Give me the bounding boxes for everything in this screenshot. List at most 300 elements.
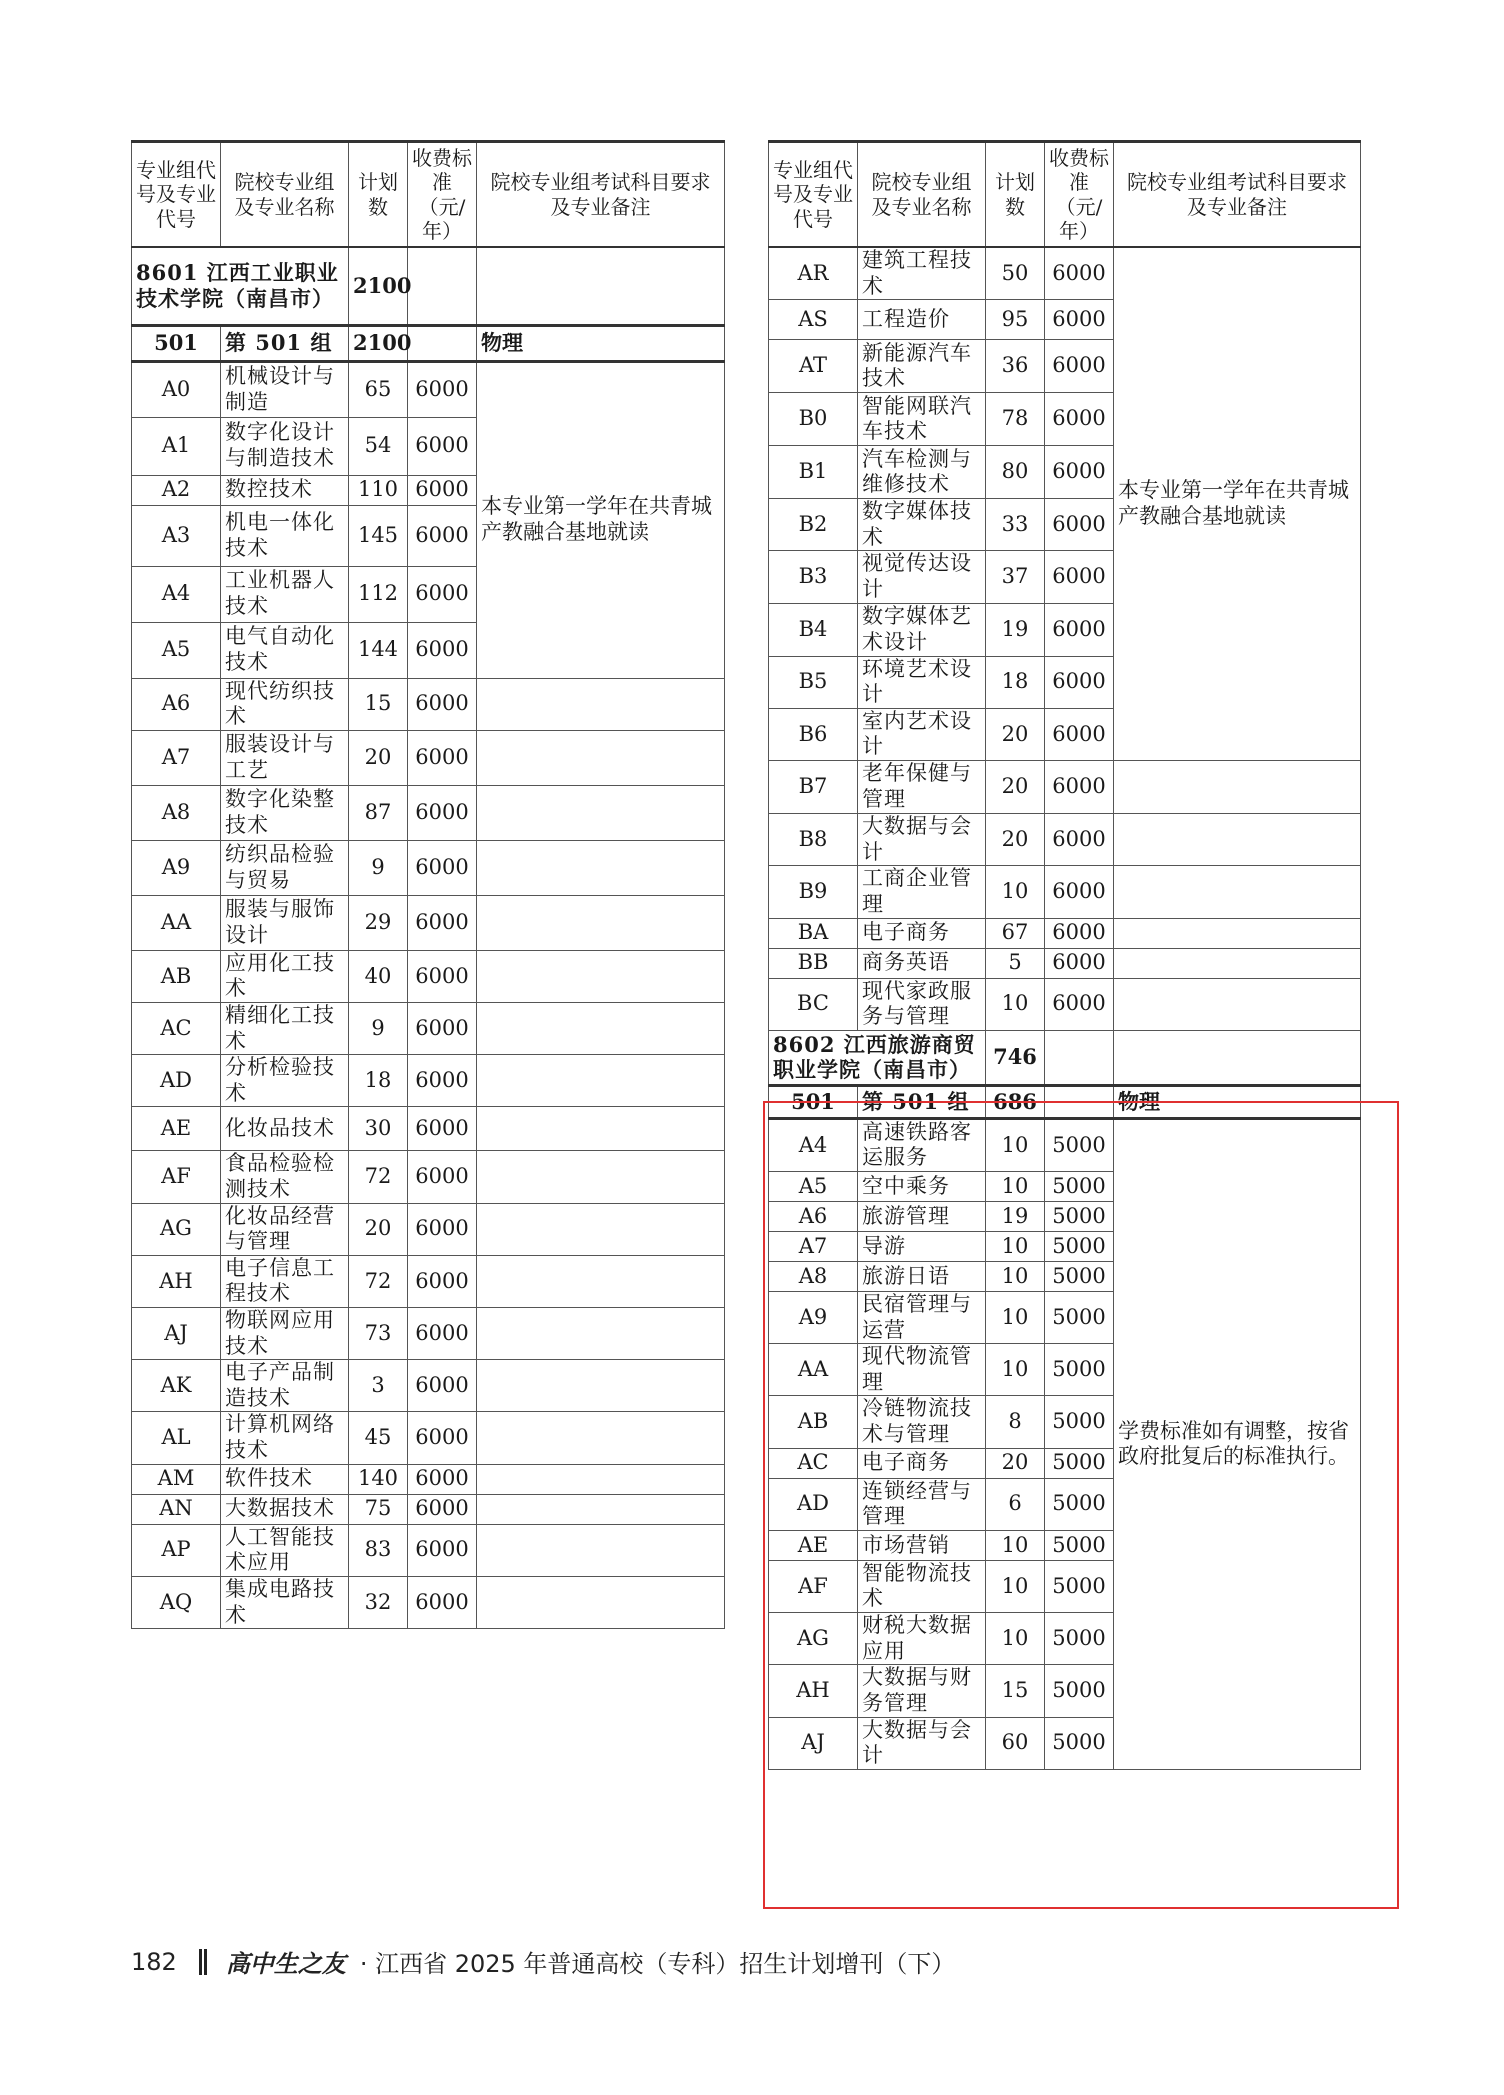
- major-name: 机械设计与制造: [221, 361, 349, 417]
- major-code: A9: [769, 1291, 858, 1343]
- major-fee: 6000: [408, 1107, 477, 1151]
- major-plan: 67: [986, 918, 1045, 948]
- major-name: 电子信息工程技术: [221, 1255, 349, 1307]
- major-plan: 54: [349, 417, 408, 475]
- major-plan: 3: [349, 1360, 408, 1412]
- major-plan: 30: [349, 1107, 408, 1151]
- header-remark: 院校专业组考试科目要求及专业备注: [477, 142, 725, 248]
- major-plan: 15: [349, 678, 408, 730]
- major-fee: 5000: [1045, 1118, 1114, 1171]
- major-name: 电子产品制造技术: [221, 1360, 349, 1412]
- major-name: 电气自动化技术: [221, 622, 349, 678]
- remark-cell: [477, 678, 725, 730]
- remark-cell: [477, 1524, 725, 1576]
- major-fee: 5000: [1045, 1613, 1114, 1665]
- major-plan: 19: [986, 603, 1045, 656]
- major-code: A7: [132, 730, 221, 785]
- major-fee: 6000: [1045, 656, 1114, 708]
- major-code: AA: [132, 895, 221, 950]
- remark-cell: [477, 1002, 725, 1054]
- major-plan: 10: [986, 1560, 1045, 1612]
- major-name: 连锁经营与管理: [858, 1478, 986, 1530]
- major-code: AD: [132, 1055, 221, 1107]
- major-plan: 72: [349, 1255, 408, 1307]
- major-name: 汽车检测与维修技术: [858, 446, 986, 499]
- major-fee: 6000: [408, 1151, 477, 1203]
- major-code: AP: [132, 1524, 221, 1576]
- major-code: A8: [132, 785, 221, 840]
- major-fee: 6000: [1045, 603, 1114, 656]
- institution-fee: [408, 247, 477, 325]
- major-name: 服装设计与工艺: [221, 730, 349, 785]
- campus-note: 本专业第一学年在共青城产教融合基地就读: [477, 361, 725, 678]
- major-fee: 6000: [408, 1464, 477, 1494]
- major-name: 工业机器人技术: [221, 566, 349, 622]
- major-fee: 6000: [408, 1203, 477, 1255]
- major-code: A5: [132, 622, 221, 678]
- table-row: [769, 948, 1361, 978]
- table-row: [132, 1464, 725, 1494]
- table-row: [769, 247, 1361, 300]
- major-name: 建筑工程技术: [858, 247, 986, 300]
- remark-cell: [1114, 814, 1361, 866]
- divider-bar-icon: [199, 1949, 202, 1975]
- major-fee: 6000: [408, 1002, 477, 1054]
- table-row: [132, 1494, 725, 1524]
- major-code: AE: [769, 1530, 858, 1560]
- major-plan: 145: [349, 505, 408, 566]
- major-name: 数控技术: [221, 475, 349, 505]
- major-fee: 5000: [1045, 1261, 1114, 1291]
- major-name: 集成电路技术: [221, 1576, 349, 1628]
- major-fee: 6000: [1045, 814, 1114, 866]
- major-fee: 6000: [408, 840, 477, 895]
- major-name: 大数据技术: [221, 1494, 349, 1524]
- table-row: [132, 1360, 725, 1412]
- major-fee: 6000: [408, 895, 477, 950]
- remark-cell: [477, 840, 725, 895]
- major-plan: 60: [986, 1717, 1045, 1769]
- major-name: 大数据与财务管理: [858, 1665, 986, 1717]
- major-code: B0: [769, 393, 858, 446]
- group-fee: [408, 325, 477, 361]
- major-name: 老年保健与管理: [858, 761, 986, 814]
- major-fee: 6000: [408, 678, 477, 730]
- major-code: BC: [769, 978, 858, 1030]
- major-plan: 140: [349, 1464, 408, 1494]
- group-code: 501: [769, 1085, 858, 1118]
- major-name: 化妆品经营与管理: [221, 1203, 349, 1255]
- major-code: AQ: [132, 1576, 221, 1628]
- major-code: AH: [132, 1255, 221, 1307]
- institution-plan: 2100: [349, 247, 408, 325]
- remark-cell: [477, 730, 725, 785]
- table-row: [769, 814, 1361, 866]
- major-name: 商务英语: [858, 948, 986, 978]
- remark-cell: [1114, 761, 1361, 814]
- table-row: [132, 1055, 725, 1107]
- major-plan: 10: [986, 1118, 1045, 1171]
- page-number: 182: [131, 1947, 177, 1976]
- major-code: AG: [132, 1203, 221, 1255]
- major-fee: 6000: [408, 785, 477, 840]
- major-plan: 65: [349, 361, 408, 417]
- major-code: B5: [769, 656, 858, 708]
- major-plan: 6: [986, 1478, 1045, 1530]
- table-row: [769, 761, 1361, 814]
- major-plan: 10: [986, 1171, 1045, 1201]
- major-code: B4: [769, 603, 858, 656]
- major-name: 高速铁路客运服务: [858, 1118, 986, 1171]
- major-code: AB: [769, 1396, 858, 1448]
- major-name: 大数据与会计: [858, 814, 986, 866]
- major-fee: 5000: [1045, 1291, 1114, 1343]
- major-code: A6: [769, 1201, 858, 1231]
- major-name: 数字化染整技术: [221, 785, 349, 840]
- group-fee: [1045, 1085, 1114, 1118]
- table-row: [769, 1118, 1361, 1171]
- group-plan: 686: [986, 1085, 1045, 1118]
- institution-plan: 746: [986, 1030, 1045, 1085]
- major-name: 人工智能技术应用: [221, 1524, 349, 1576]
- major-code: A7: [769, 1231, 858, 1261]
- major-plan: 144: [349, 622, 408, 678]
- major-code: AB: [132, 950, 221, 1002]
- major-name: 工商企业管理: [858, 866, 986, 918]
- institution-row: [132, 247, 725, 325]
- table-row: [769, 866, 1361, 918]
- major-plan: 95: [986, 300, 1045, 340]
- major-name: 分析检验技术: [221, 1055, 349, 1107]
- group-plan: 2100: [349, 325, 408, 361]
- table-row: [769, 918, 1361, 948]
- header-plan: 计划数: [986, 142, 1045, 248]
- major-fee: 6000: [1045, 948, 1114, 978]
- major-plan: 36: [986, 340, 1045, 393]
- table-row: [132, 1255, 725, 1307]
- major-fee: 6000: [408, 505, 477, 566]
- major-fee: 6000: [408, 950, 477, 1002]
- major-code: AD: [769, 1478, 858, 1530]
- major-plan: 50: [986, 247, 1045, 300]
- major-plan: 18: [986, 656, 1045, 708]
- remark-cell: [477, 1107, 725, 1151]
- major-plan: 87: [349, 785, 408, 840]
- major-name: 数字化设计与制造技术: [221, 417, 349, 475]
- major-fee: 6000: [1045, 393, 1114, 446]
- major-code: A8: [769, 1261, 858, 1291]
- major-code: AJ: [132, 1308, 221, 1360]
- major-name: 财税大数据应用: [858, 1613, 986, 1665]
- major-plan: 29: [349, 895, 408, 950]
- major-plan: 80: [986, 446, 1045, 499]
- major-fee: 6000: [1045, 247, 1114, 300]
- remark-cell: [477, 1494, 725, 1524]
- major-fee: 6000: [1045, 978, 1114, 1030]
- major-fee: 6000: [408, 1308, 477, 1360]
- major-code: A2: [132, 475, 221, 505]
- major-name: 数字媒体技术: [858, 499, 986, 551]
- remark-cell: [1114, 866, 1361, 918]
- major-plan: 32: [349, 1576, 408, 1628]
- header-fee: 收费标准（元/年）: [1045, 142, 1114, 248]
- major-plan: 5: [986, 948, 1045, 978]
- major-name: 现代家政服务与管理: [858, 978, 986, 1030]
- major-plan: 45: [349, 1412, 408, 1464]
- page-footer: [131, 1944, 955, 1979]
- major-name: 服装与服饰设计: [221, 895, 349, 950]
- major-fee: 6000: [408, 1255, 477, 1307]
- remark-cell: [477, 1055, 725, 1107]
- major-plan: 20: [986, 708, 1045, 760]
- major-plan: 10: [986, 1291, 1045, 1343]
- table-header-row: [769, 142, 1361, 248]
- major-plan: 72: [349, 1151, 408, 1203]
- header-name: 院校专业组及专业名称: [858, 142, 986, 248]
- footer-title: · 江西省 2025 年普通高校（专科）招生计划增刊（下）: [359, 1950, 956, 1978]
- major-code: B2: [769, 499, 858, 551]
- institution-remark: [1114, 1030, 1361, 1085]
- major-name: 物联网应用技术: [221, 1308, 349, 1360]
- group-row: [769, 1085, 1361, 1118]
- major-name: 环境艺术设计: [858, 656, 986, 708]
- table-row: [132, 1151, 725, 1203]
- major-code: A1: [132, 417, 221, 475]
- major-code: A9: [132, 840, 221, 895]
- major-name: 电子商务: [858, 918, 986, 948]
- major-code: B7: [769, 761, 858, 814]
- remark-cell: [477, 1151, 725, 1203]
- remark-cell: [1114, 978, 1361, 1030]
- major-name: 视觉传达设计: [858, 551, 986, 603]
- institution-name: 8602 江西旅游商贸职业学院（南昌市）: [769, 1030, 986, 1085]
- remark-cell: [1114, 918, 1361, 948]
- major-name: 电子商务: [858, 1448, 986, 1478]
- major-plan: 9: [349, 840, 408, 895]
- major-plan: 37: [986, 551, 1045, 603]
- major-code: A0: [132, 361, 221, 417]
- remark-cell: [477, 1203, 725, 1255]
- table-row: [132, 361, 725, 417]
- magazine-name: 高中生之友: [225, 1949, 346, 1978]
- institution-row: [769, 1030, 1361, 1085]
- major-plan: 78: [986, 393, 1045, 446]
- major-name: 软件技术: [221, 1464, 349, 1494]
- institution-remark: [477, 247, 725, 325]
- major-name: 现代纺织技术: [221, 678, 349, 730]
- remark-cell: [477, 1464, 725, 1494]
- group-row: [132, 325, 725, 361]
- table-row: [132, 1002, 725, 1054]
- major-fee: 6000: [408, 361, 477, 417]
- major-plan: 10: [986, 1261, 1045, 1291]
- major-fee: 6000: [408, 1494, 477, 1524]
- major-code: AM: [132, 1464, 221, 1494]
- remark-cell: [477, 895, 725, 950]
- major-fee: 5000: [1045, 1530, 1114, 1560]
- table-row: [769, 978, 1361, 1030]
- major-fee: 6000: [1045, 761, 1114, 814]
- major-code: B9: [769, 866, 858, 918]
- major-code: BA: [769, 918, 858, 948]
- major-code: A4: [769, 1118, 858, 1171]
- major-name: 导游: [858, 1231, 986, 1261]
- major-plan: 10: [986, 1613, 1045, 1665]
- major-fee: 6000: [1045, 446, 1114, 499]
- major-code: AH: [769, 1665, 858, 1717]
- major-plan: 19: [986, 1201, 1045, 1231]
- major-plan: 20: [986, 814, 1045, 866]
- major-fee: 5000: [1045, 1478, 1114, 1530]
- major-code: AG: [769, 1613, 858, 1665]
- table-row: [132, 1107, 725, 1151]
- header-remark: 院校专业组考试科目要求及专业备注: [1114, 142, 1361, 248]
- group-subject: 物理: [477, 325, 725, 361]
- table-row: [132, 785, 725, 840]
- major-code: AN: [132, 1494, 221, 1524]
- remark-cell: [477, 1308, 725, 1360]
- major-fee: 6000: [1045, 300, 1114, 340]
- group-name: 第 501 组: [221, 325, 349, 361]
- major-plan: 83: [349, 1524, 408, 1576]
- major-code: A4: [132, 566, 221, 622]
- major-fee: 6000: [408, 566, 477, 622]
- major-plan: 75: [349, 1494, 408, 1524]
- major-name: 精细化工技术: [221, 1002, 349, 1054]
- fee-adjust-note: 学费标准如有调整，按省政府批复后的标准执行。: [1114, 1118, 1361, 1769]
- major-code: AF: [769, 1560, 858, 1612]
- table-row: [132, 730, 725, 785]
- remark-cell: [1114, 948, 1361, 978]
- major-fee: 6000: [408, 1360, 477, 1412]
- major-plan: 20: [986, 761, 1045, 814]
- major-fee: 6000: [1045, 499, 1114, 551]
- major-fee: 6000: [408, 475, 477, 505]
- major-fee: 5000: [1045, 1231, 1114, 1261]
- header-name: 院校专业组及专业名称: [221, 142, 349, 248]
- left-plan-table: [131, 140, 725, 1629]
- major-plan: 40: [349, 950, 408, 1002]
- major-fee: 6000: [408, 417, 477, 475]
- major-plan: 8: [986, 1396, 1045, 1448]
- table-header-row: [132, 142, 725, 248]
- major-fee: 5000: [1045, 1171, 1114, 1201]
- major-fee: 6000: [408, 730, 477, 785]
- header-code: 专业组代号及专业代号: [132, 142, 221, 248]
- institution-fee: [1045, 1030, 1114, 1085]
- major-name: 机电一体化技术: [221, 505, 349, 566]
- major-plan: 73: [349, 1308, 408, 1360]
- major-name: 数字媒体艺术设计: [858, 603, 986, 656]
- major-fee: 5000: [1045, 1396, 1114, 1448]
- major-plan: 20: [349, 730, 408, 785]
- major-name: 现代物流管理: [858, 1344, 986, 1396]
- major-code: B3: [769, 551, 858, 603]
- header-fee: 收费标准（元/年）: [408, 142, 477, 248]
- major-code: AT: [769, 340, 858, 393]
- major-fee: 6000: [1045, 918, 1114, 948]
- major-code: AA: [769, 1344, 858, 1396]
- major-plan: 10: [986, 1344, 1045, 1396]
- major-fee: 5000: [1045, 1344, 1114, 1396]
- major-plan: 20: [986, 1448, 1045, 1478]
- major-fee: 5000: [1045, 1560, 1114, 1612]
- header-code: 专业组代号及专业代号: [769, 142, 858, 248]
- table-row: [132, 1576, 725, 1628]
- major-fee: 6000: [408, 1055, 477, 1107]
- major-plan: 10: [986, 866, 1045, 918]
- remark-cell: [477, 1412, 725, 1464]
- major-fee: 6000: [1045, 866, 1114, 918]
- remark-cell: [477, 950, 725, 1002]
- table-row: [132, 895, 725, 950]
- major-fee: 5000: [1045, 1448, 1114, 1478]
- major-plan: 18: [349, 1055, 408, 1107]
- major-code: AC: [132, 1002, 221, 1054]
- major-code: A6: [132, 678, 221, 730]
- major-code: BB: [769, 948, 858, 978]
- major-code: AK: [132, 1360, 221, 1412]
- major-code: AR: [769, 247, 858, 300]
- major-plan: 15: [986, 1665, 1045, 1717]
- major-plan: 10: [986, 1231, 1045, 1261]
- major-plan: 112: [349, 566, 408, 622]
- remark-cell: [477, 1360, 725, 1412]
- institution-name: 8601 江西工业职业技术学院（南昌市）: [132, 247, 349, 325]
- major-plan: 10: [986, 1530, 1045, 1560]
- remark-cell: [477, 1255, 725, 1307]
- major-plan: 33: [986, 499, 1045, 551]
- table-row: [132, 1524, 725, 1576]
- major-fee: 6000: [1045, 708, 1114, 760]
- major-code: AC: [769, 1448, 858, 1478]
- major-code: A5: [769, 1171, 858, 1201]
- major-name: 智能物流技术: [858, 1560, 986, 1612]
- major-name: 智能网联汽车技术: [858, 393, 986, 446]
- major-name: 应用化工技术: [221, 950, 349, 1002]
- major-code: AE: [132, 1107, 221, 1151]
- major-name: 计算机网络技术: [221, 1412, 349, 1464]
- remark-cell: [477, 785, 725, 840]
- major-name: 冷链物流技术与管理: [858, 1396, 986, 1448]
- major-code: AJ: [769, 1717, 858, 1769]
- major-plan: 9: [349, 1002, 408, 1054]
- major-name: 化妆品技术: [221, 1107, 349, 1151]
- right-plan-table: [768, 140, 1361, 1770]
- major-code: B6: [769, 708, 858, 760]
- major-fee: 6000: [1045, 551, 1114, 603]
- major-name: 空中乘务: [858, 1171, 986, 1201]
- remark-cell: [477, 1576, 725, 1628]
- major-fee: 6000: [408, 1576, 477, 1628]
- group-subject: 物理: [1114, 1085, 1361, 1118]
- table-row: [132, 678, 725, 730]
- table-row: [132, 950, 725, 1002]
- major-name: 食品检验检测技术: [221, 1151, 349, 1203]
- major-fee: 5000: [1045, 1201, 1114, 1231]
- major-plan: 20: [349, 1203, 408, 1255]
- major-name: 大数据与会计: [858, 1717, 986, 1769]
- major-code: AL: [132, 1412, 221, 1464]
- major-fee: 5000: [1045, 1665, 1114, 1717]
- table-row: [132, 1412, 725, 1464]
- group-name: 第 501 组: [858, 1085, 986, 1118]
- major-name: 室内艺术设计: [858, 708, 986, 760]
- header-plan: 计划数: [349, 142, 408, 248]
- table-row: [132, 840, 725, 895]
- major-fee: 6000: [408, 622, 477, 678]
- table-row: [132, 1308, 725, 1360]
